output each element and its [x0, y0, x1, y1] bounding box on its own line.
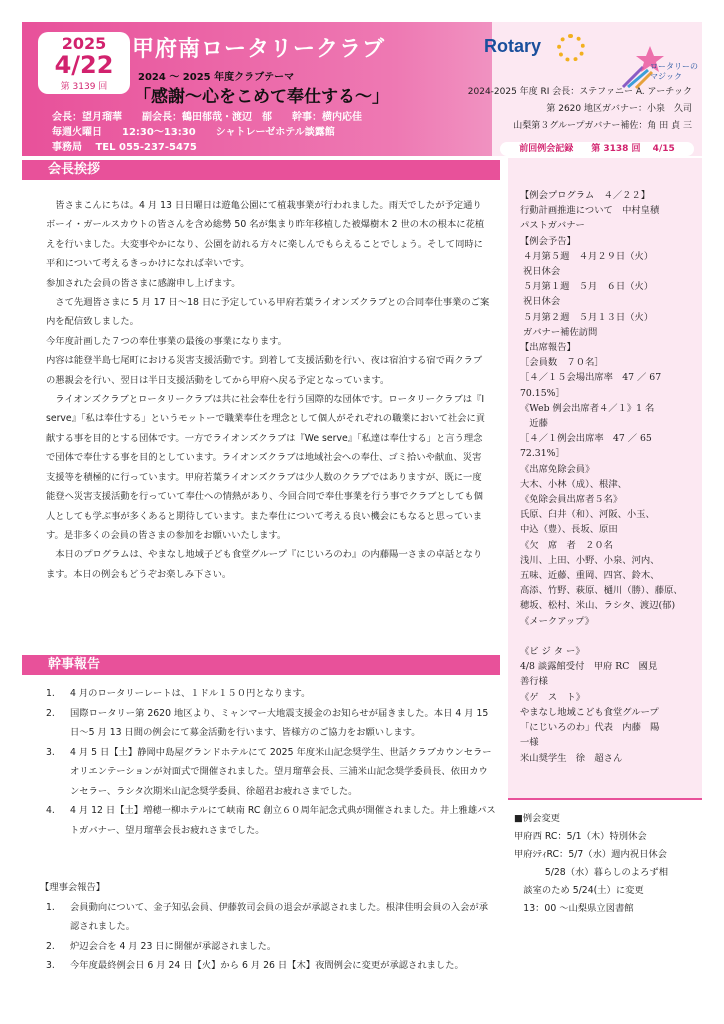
issue-number: 第 3139 回	[60, 82, 108, 92]
district-governor: 第 2620 地区ガバナー：小泉 久司	[546, 104, 692, 114]
meeting-info-line: 行動計画推進について 中村皇積	[520, 205, 660, 217]
meeting-info-line: 《免除会員出席者５名》	[520, 494, 623, 506]
meeting-change-line: ■例会変更	[514, 813, 560, 824]
issue-date: 4/22	[54, 51, 114, 79]
club-name: 甲府南ロータリークラブ	[132, 37, 386, 62]
meeting-change-line: 談室のため 5/24(土）に変更	[514, 885, 644, 896]
office-phone-line: 事務局 TEL 055-237-5475	[52, 142, 197, 153]
rotary-logo: Rotary	[484, 36, 542, 56]
meeting-info-line: 《欠 席 者 ２０名	[520, 539, 613, 551]
meeting-info-line: ５月第１週 ５月 ６日（火）	[520, 281, 654, 293]
issue-year: 2025	[61, 34, 107, 53]
secretary-report-list	[46, 684, 496, 840]
rotary-wheel-icon	[557, 34, 585, 62]
meeting-info-line: 一様	[520, 737, 539, 749]
meeting-info-line: ４月第５週 ４月２９日（火）	[520, 250, 654, 262]
meeting-info-line: 善行様	[520, 676, 548, 688]
list-item-number: 1.	[46, 688, 55, 699]
meeting-info-line: 《ビ ジ タ ー》	[520, 646, 585, 658]
list-item-number: 2.	[46, 940, 55, 952]
greeting-paragraph: 内容は能登半島七尾町における災害支援活動です。到着して支援活動を行い、夜は宿泊する宿で両クラブの懇親会を行い、翌日は半日支援活動をしてから甲府へ戻る予定となっています。	[46, 355, 483, 386]
greeting-section-title: 会長挨拶	[22, 160, 500, 180]
list-item-text: 炉辺会合を 4 月 23 日に開催が承認されました。	[70, 940, 277, 952]
ri-president: 2024-2025 年度 RI 会長：ステファニー A. アーチック	[467, 87, 692, 97]
list-item-text: 4 月のロータリーレートは、１ドル１５０円となります。	[70, 688, 311, 699]
page-header	[22, 22, 702, 156]
meeting-time-line: 毎週火曜日 12:30～13:30 シャトレーゼホテル談露館	[52, 127, 335, 138]
list-item	[46, 937, 496, 957]
list-item-text: 会員動向について、金子知弘会員、伊藤敦司会員の退会が承認されました。根津佳明会員の入会が承認されました。	[70, 901, 488, 932]
meeting-info-line: 【例会プログラム ４／２２】	[520, 190, 651, 201]
list-item-number: 2.	[46, 707, 55, 719]
magic-logo-text: ロータリーの マジック	[650, 62, 698, 81]
meeting-info-line: ガバナー補佐訪問	[520, 326, 598, 338]
greeting-paragraph: 今年度計画した７つの奉仕事業の最後の事業になります。	[46, 335, 287, 347]
greeting-paragraph: さて先週皆さまに 5 月 17 日～18 日に予定している甲府若葉ライオンズクラブとの合同奉仕事業のご案内を配信致しました。	[46, 297, 490, 328]
meeting-info-line: やまなし地域こども食堂グループ	[520, 706, 659, 718]
meeting-info-line: 浅川、上田、小野、小泉、河内、	[520, 554, 660, 566]
meeting-info-line: ［４／１５会場出席率 47 ／ 67	[520, 372, 662, 384]
board-report	[40, 878, 496, 976]
meeting-info-line: ５月第２週 ５月１３日（火）	[520, 311, 654, 323]
greeting-paragraph: ライオンズクラブとロータリークラブは共に社会奉仕を行う国際的な団体です。ロータリークラブは『I serve』「私は奉仕する」というモットーで職業奉仕を理念として個人がそれぞれの職業において社会に貢献する事を目的とする団体です。一方でライオンズクラブは『We serve』「私達は奉仕する」と言う理念で団体で奉仕する事を目的としています。ライオンズクラブは地域社会への奉仕、ゴミ拾いや献血、災害支援等を積極的に行っています。甲府若葉ライオンズクラブは少人数のクラブではありますが、既に一度能登へ災害支援活動を行っていて奉仕への情熱があり、今回合同で奉仕事業を行う事でクラブとしても個人としても学ぶ事が多くあると期待しています。また奉仕について考える良い機会にもなると思っています。是非多くの会員の皆さまの参加をお願いいたします。	[46, 394, 486, 541]
officers-info	[52, 110, 362, 155]
meeting-info-line: 【出席報告】	[520, 342, 576, 354]
list-item	[46, 956, 496, 976]
meeting-info-line: 72.31%］	[520, 448, 565, 460]
theme-label: 2024 ～ 2025 年度クラブテーマ	[138, 72, 295, 83]
previous-meeting-record: 前回例会記録 第 3138 回 4/15	[500, 142, 694, 156]
meeting-info-line: 「にじいろのわ」代表 内藤 陽	[520, 722, 660, 734]
board-report-list	[46, 898, 496, 976]
list-item-number: 4.	[46, 805, 55, 816]
list-item	[46, 801, 496, 840]
board-report-title: 【理事会報告】	[40, 882, 106, 893]
greeting-paragraph: 本日のプログラムは、やまなし地域子ども食堂グループ『にじいろのわ』の内藤陽一さまの卓話となります。本日の例会もどうぞお楽しみ下さい。	[46, 549, 483, 580]
sidebar-divider	[508, 798, 702, 800]
greeting-paragraph: 皆さまこんにちは。4 月 13 日日曜日は遊亀公園にて植栽事業が行われました。雨天でしたが予定通りボーイ・ガールスカウトの皆さんを含め総勢 50 名が集まり昨年移植した被爆樹木 2 世の木の根本に花植えを行いました。大変事やかになり、公園を訪れる方々に楽しんでもらえることでしょう。そして同時に平和について考えるきっかけになれば幸いです。	[46, 200, 485, 270]
meeting-info-line: 穂坂、松村、米山、ラシタ、渡辺(郁)	[520, 600, 676, 612]
ri-info	[468, 84, 692, 135]
meeting-info-line: 高添、竹野、萩原、樋川（勝）、藤原、	[520, 585, 683, 597]
meeting-info-line: 祝日休会	[520, 296, 561, 308]
meeting-info-line: 祝日休会	[520, 266, 561, 278]
meeting-info-line: 近藤	[520, 418, 548, 430]
meeting-info-line: 《Web 例会出席者４／１》1 名	[520, 402, 655, 414]
assistant-governor: 山梨第３グループガバナー補佐：角 田 貞 三	[513, 121, 692, 131]
list-item	[46, 684, 496, 704]
meeting-info-line: 米山奨学生 徐 超さん	[520, 752, 623, 764]
list-item	[46, 898, 496, 937]
meeting-info-line: 《メークアップ》	[520, 615, 595, 627]
meeting-info-line: 【例会予告】	[520, 235, 576, 247]
date-box	[38, 32, 130, 94]
meeting-change-line: 甲府ｼﾃｨRC：5/7（水）週内祝日休会	[514, 849, 667, 860]
greeting-body	[46, 196, 490, 584]
secretary-section-title: 幹事報告	[22, 655, 500, 675]
list-item-text: 4 月 5 日【土】静岡中島屋グランドホテルにて 2025 年度米山記念奨学生、世話クラブカウンセラーオリエンテーションが対面式で開催されました。望月瑠華会長、三浦米山記念奨学委員長、依田カウンセラー、ラシタ次期米山記念奨学委員、徐超君お疲れさまでした。	[70, 746, 492, 797]
list-item-number: 3.	[46, 960, 55, 971]
meeting-changes	[514, 810, 704, 918]
list-item	[46, 743, 496, 802]
greeting-paragraph: 参加された会員の皆さまに感謝申し上げます。	[46, 277, 241, 289]
meeting-info	[520, 188, 700, 766]
meeting-info-line: パストガバナー	[520, 220, 585, 232]
meeting-change-line: 5/28（水）暮らしのよろず相	[514, 867, 668, 878]
meeting-change-line: 13：00 ～山梨県立図書館	[514, 903, 634, 914]
list-item-text: 今年度最終例会日 6 月 24 日【火】から 6 月 26 日【木】夜間例会に変更が承認されました。	[70, 960, 464, 971]
list-item-number: 3.	[46, 746, 55, 758]
meeting-info-line: 五味、近藤、重岡、四宮、鈴木、	[520, 570, 660, 582]
list-item-number: 1.	[46, 901, 55, 913]
club-theme: 「感謝～心をこめて奉仕する～」	[134, 87, 389, 107]
meeting-info-line: 中込（豊）、長坂、原田	[520, 524, 618, 536]
meeting-info-line: ［４／１例会出席率 47 ／ 65	[520, 433, 652, 445]
meeting-change-line: 甲府西 RC：5/1（木）特別休会	[514, 831, 647, 842]
meeting-info-line: 4/8 談露館受付 甲府 RC 國見	[520, 661, 658, 673]
meeting-info-line: 大木、小林（成）、根津、	[520, 478, 627, 490]
meeting-info-line: 70.15%］	[520, 387, 565, 399]
list-item-text: 4 月 12 日【土】増穂一柳ホテルにて峡南 RC 創立６０周年記念式典が開催されました。井上雅雄パストガバナー、望月瑠華会長お疲れさまでした。	[70, 805, 496, 836]
meeting-info-line: 《出席免除会員》	[520, 463, 595, 475]
list-item-text: 国際ロータリー第 2620 地区より、ミャンマー大地震支援金のお知らせが届きました。本日 4 月 15 日～5 月 13 日間の例会にて募金活動を行います、皆様方のご協力をお願いします。	[70, 707, 489, 738]
list-item	[46, 704, 496, 743]
meeting-info-line: 《ゲ ス ト》	[520, 691, 586, 703]
officers-line: 会長：望月瑠華 副会長：鶴田郁哉・渡辺 郁 幹事：横内応佳	[52, 112, 362, 123]
meeting-info-line: ［会員数 ７０名］	[520, 357, 604, 369]
meeting-info-line	[520, 629, 700, 644]
meeting-info-line: 氏原、臼井（和）、河阪、小玉、	[520, 509, 655, 521]
